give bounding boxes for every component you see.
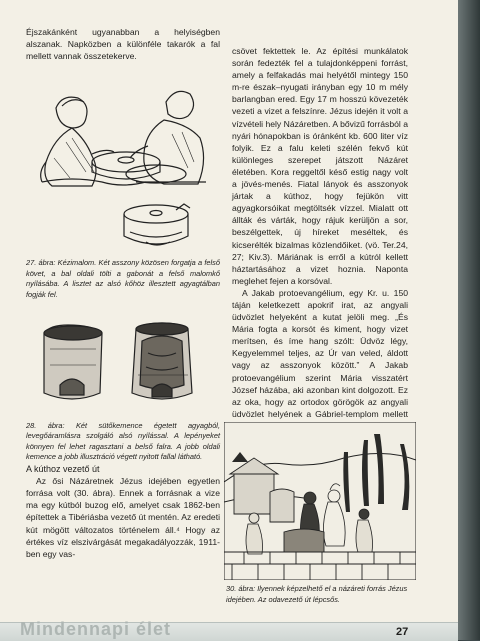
figure-30-nazareth-spring-illustration bbox=[224, 422, 416, 580]
figure-28-caption: 28. ábra: Két sütőkemence égetett agyagból, levegőáramlásra szolgáló alsó nyílással. A lepényeket könnyen fel lehet ragasztani a belső falra. A jobb oldali kemence a jobb illusztráció végett nyitott fallal látható. bbox=[26, 420, 220, 462]
footer-running-title: Mindennapi élet bbox=[20, 619, 172, 639]
figure-27-hand-mill-illustration bbox=[26, 62, 220, 202]
protoevangelium-paragraph: A Jakab protoevangélium, egy Kr. u. 150 táján keletkezett apokrif irat, az angyali üdvözlet helyeként a kutat jelöli meg. „És Mária fogta a korsót és kiment, hogy vizet merítsen, és íme hang szólt: Üdvöz légy, Kegyelemmel teljes, az Úr van veled, áldott vagy az asszonyok között.” A Jakab protoevangélium szerint Mária visszatért József házába, aki azonban kint dolgozott. Ez az oka, hogy az ortodox görögök az angyali üdvözlet helyének a Gábriel-templom mellett bbox=[232, 287, 408, 419]
figure-27-caption: 27. ábra: Kézimalom. Két asszony közösen forgatja a felső követ, a bal oldali tölti a gabonát a felső malomkő nyílásába. A lisztet az alsó kőhöz illesztett agyagtálban fogják fel. bbox=[26, 258, 220, 300]
figure-30-caption: 30. ábra: Ilyennek képzelhető el a názáreti forrás Jézus idejében. Az odavezető út lépcsős. bbox=[226, 584, 408, 604]
figure-28-ovens-illustration bbox=[26, 309, 220, 415]
book-spine-edge bbox=[458, 0, 480, 640]
page-number: 27 bbox=[396, 626, 409, 638]
hand-mill-lower-stone-illustration bbox=[26, 202, 220, 258]
section-heading: A kúthoz vezető út bbox=[26, 464, 100, 475]
right-column bbox=[232, 45, 408, 444]
spring-paragraph: csövet fektettek le. Az építési munkálatok során fedezték fel a tulajdonképpeni forrást, amely a felfakadás mai helyétől mintegy 150 m-re észak–nyugati irányban egy 10 m mély barlangban ered. Egy 17 m hosszú kövezeték vezeti a vizet a felszínre. Jézus idején it volt a vízvételi hely Názáretben. A bővizű forrásból a nyári hónapokban is óránként kb. 600 liter víz folyik. Ez a falu keleti szélén fekvő kút különleges szerepet játszott Názáret életében. Kora reggeltől késő estig nagy volt a jövés-menés. Fiatal lányok és asszonyok jártak a kúthoz, hogy fejükön vitt agyagkorsóikat megtöltsék vízzel. Mialatt ott állták és várták, hogy rájuk kerüljön a sor, beszélgettek, új híreket meséltek, és kicserélték bizalmas közlendőiket. (vö. Ter.24, 27; Kiv.3). Máriának is erről a kútról kellett háztartásához a vizet hoznia. Naponta meglehet fejen a korsóval. bbox=[232, 46, 408, 286]
left-column bbox=[26, 26, 220, 560]
well-road-paragraph: Az ősi Názáretnek Jézus idejében egyetlen forrása volt (30. ábra). Ennek a forrásnak a vize ma egy kútból buzog elő, amelyet csak 1862-ben építettek a Tibériásba vezető út mentén. Az eredeti kút mögött változatos történelem áll.⁴ Hogy az értékes víz elszivárgását megakadályozzák, 1911-ben egy vas- bbox=[26, 476, 220, 559]
intro-paragraph: Éjszakánként ugyanabban a helyiségben alszanak. Napközben a különféle takarók a fal mellett vannak összetekerve. bbox=[26, 27, 220, 62]
